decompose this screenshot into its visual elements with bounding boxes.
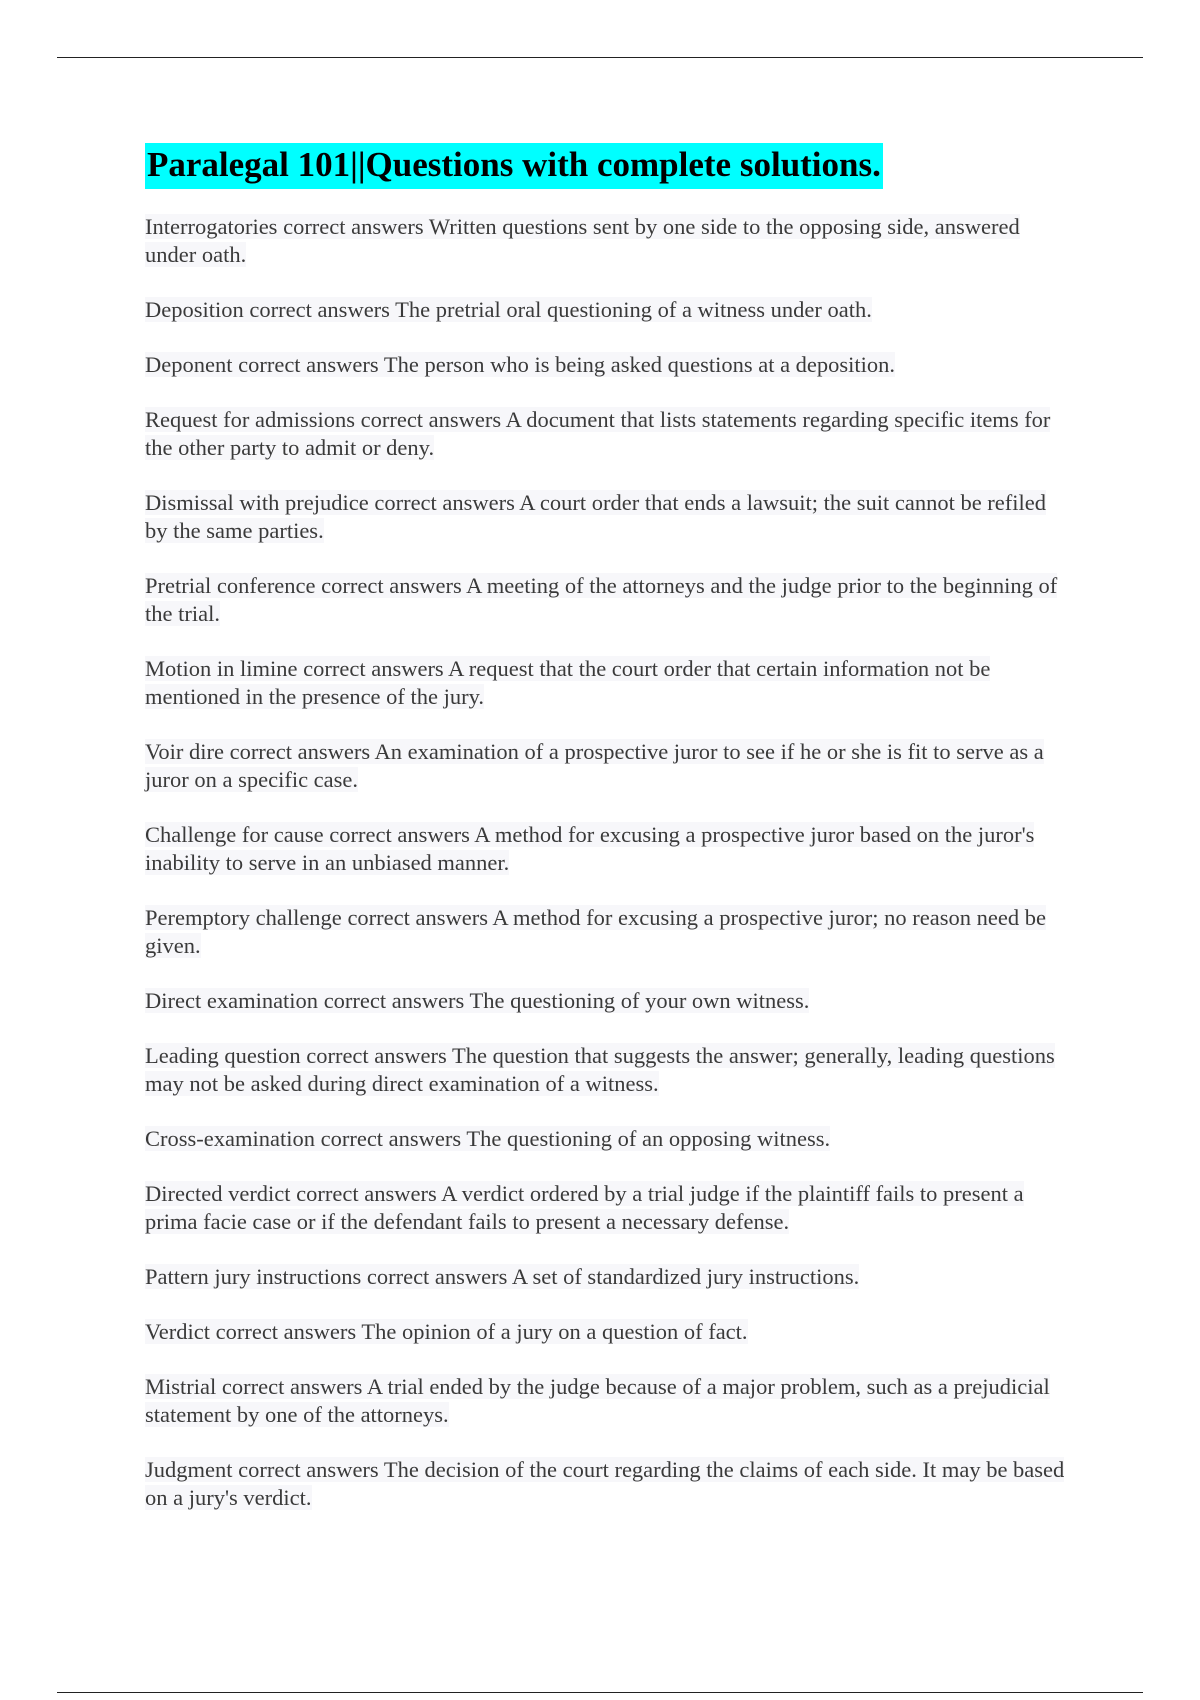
qa-separator: correct answers: [215, 1319, 357, 1344]
qa-definition: A verdict ordered by a trial judge if the plaintiff fails to present a prima facie case or if the defendant fails to present a necessary defense.: [145, 1181, 1024, 1234]
qa-definition: The pretrial oral questioning of a witness under oath.: [395, 297, 872, 322]
qa-definition: The questioning of your own witness.: [469, 988, 810, 1013]
qa-separator: correct answers: [329, 822, 470, 847]
qa-entry: [145, 1125, 1065, 1153]
qa-entry: [145, 655, 1065, 711]
qa-term: Dismissal with prejudice: [145, 490, 369, 515]
qa-term: Directed verdict: [145, 1181, 291, 1206]
qa-entry: [145, 351, 1065, 379]
qa-definition: A trial ended by the judge because of a major problem, such as a prejudicial statement by one of the attorneys.: [145, 1374, 1050, 1427]
qa-definition: The person who is being asked questions at a deposition.: [383, 352, 896, 377]
qa-term: Pattern jury instructions: [145, 1264, 362, 1289]
qa-definition: A meeting of the attorneys and the judge prior to the beginning of the trial.: [145, 573, 1058, 626]
qa-definition: A request that the court order that certain information not be mentioned in the presence of the jury.: [145, 656, 991, 709]
qa-separator: correct answers: [238, 352, 379, 377]
qa-separator: correct answers: [347, 905, 488, 930]
qa-term: Deponent: [145, 352, 233, 377]
qa-entry: [145, 489, 1065, 545]
qa-entry: [145, 821, 1065, 877]
qa-entry: [145, 572, 1065, 628]
qa-definition: An examination of a prospective juror to see if he or she is fit to serve as a juror on a specific case.: [145, 739, 1044, 792]
qa-term: Mistrial: [145, 1374, 217, 1399]
qa-separator: correct answers: [229, 739, 371, 764]
qa-entry: [145, 1042, 1065, 1098]
qa-term: Leading question: [145, 1043, 301, 1068]
qa-list: [145, 213, 1065, 1512]
qa-term: Voir dire: [145, 739, 224, 764]
qa-term: Judgment: [145, 1457, 233, 1482]
qa-entry: [145, 406, 1065, 462]
qa-separator: correct answers: [366, 1264, 508, 1289]
qa-term: Cross-examination: [145, 1126, 315, 1151]
qa-separator: correct answers: [221, 1374, 363, 1399]
qa-definition: The decision of the court regarding the claims of each side. It may be based on a jury's verdict.: [145, 1457, 1065, 1510]
qa-term: Interrogatories: [145, 214, 278, 239]
qa-entry: [145, 1456, 1065, 1512]
qa-separator: correct answers: [321, 573, 462, 598]
qa-separator: correct answers: [360, 407, 502, 432]
qa-definition: The questioning of an opposing witness.: [466, 1126, 831, 1151]
qa-definition: The opinion of a jury on a question of fact.: [361, 1319, 748, 1344]
qa-separator: correct answers: [374, 490, 515, 515]
qa-entry: [145, 738, 1065, 794]
qa-entry: [145, 1373, 1065, 1429]
qa-separator: correct answers: [238, 1457, 379, 1482]
qa-term: Pretrial conference: [145, 573, 316, 598]
qa-term: Direct examination: [145, 988, 319, 1013]
qa-definition: The question that suggests the answer; generally, leading questions may not be asked during direct examination of a witness.: [145, 1043, 1055, 1096]
qa-definition: A set of standardized jury instructions.: [511, 1264, 860, 1289]
qa-separator: correct answers: [306, 1043, 447, 1068]
qa-term: Motion in limine: [145, 656, 298, 681]
qa-entry: [145, 904, 1065, 960]
qa-definition: A document that lists statements regarding specific items for the other party to admit or deny.: [145, 407, 1051, 460]
document-title: Paralegal 101||Questions with complete solutions.: [145, 143, 883, 189]
qa-definition: A method for excusing a prospective juror; no reason need be given.: [145, 905, 1046, 958]
qa-separator: correct answers: [283, 214, 424, 239]
qa-term: Request for admissions: [145, 407, 355, 432]
qa-separator: correct answers: [303, 656, 444, 681]
qa-term: Deposition: [145, 297, 244, 322]
qa-entry: [145, 296, 1065, 324]
qa-separator: correct answers: [296, 1181, 437, 1206]
qa-separator: correct answers: [323, 988, 465, 1013]
qa-definition: A court order that ends a lawsuit; the suit cannot be refiled by the same parties.: [145, 490, 1047, 543]
document-body: [145, 143, 1065, 1539]
qa-term: Peremptory challenge: [145, 905, 342, 930]
qa-entry: [145, 1263, 1065, 1291]
qa-definition: A method for excusing a prospective juror based on the juror's inability to serve in an unbiased manner.: [145, 822, 1035, 875]
qa-term: Challenge for cause: [145, 822, 324, 847]
qa-definition: Written questions sent by one side to the opposing side, answered under oath.: [145, 214, 1020, 267]
qa-separator: correct answers: [249, 297, 390, 322]
qa-entry: [145, 1318, 1065, 1346]
qa-term: Verdict: [145, 1319, 210, 1344]
qa-separator: correct answers: [320, 1126, 462, 1151]
qa-entry: [145, 213, 1065, 269]
qa-entry: [145, 1180, 1065, 1236]
bottom-rule: [57, 1692, 1143, 1693]
top-rule: [57, 57, 1143, 58]
qa-entry: [145, 987, 1065, 1015]
